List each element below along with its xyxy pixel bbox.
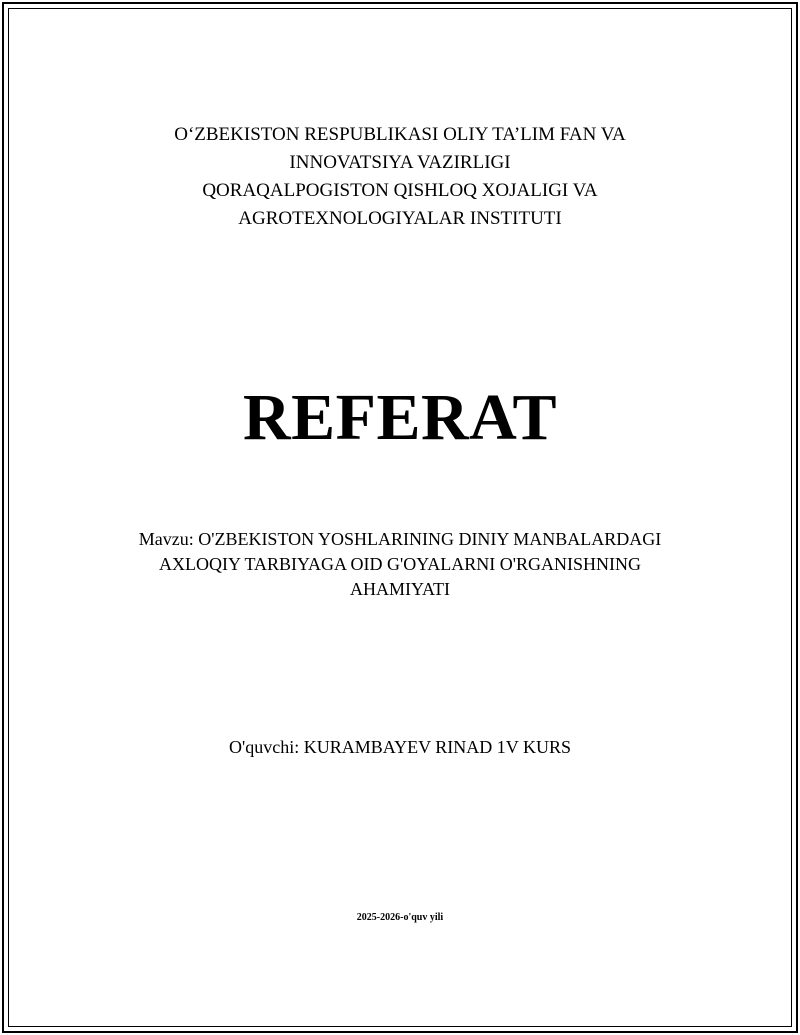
institution-header — [0, 121, 800, 233]
header-line: O‘ZBEKISTON RESPUBLIKASI OLIY TA’LIM FAN VA — [174, 124, 626, 145]
header-line: INNOVATSIYA VAZIRLIGI — [289, 152, 511, 173]
academic-year: 2025-2026-o'quv yili — [356, 912, 444, 923]
topic-block — [0, 527, 800, 602]
header-line: AGROTEXNOLOGIYALAR INSTITUTI — [238, 208, 562, 229]
document-title: REFERAT — [243, 381, 557, 454]
topic-line: AXLOQIY TARBIYAGA OID G'OYALARNI O'RGANISHNING — [158, 554, 642, 574]
header-line: QORAQALPOGISTON QISHLOQ XOJALIGI VA — [202, 180, 598, 201]
student-info: O'quvchi: KURAMBAYEV RINAD 1V KURS — [229, 737, 571, 757]
topic-line: AHAMIYATI — [350, 579, 450, 599]
topic-line: Mavzu: O'ZBEKISTON YOSHLARINING DINIY MANBALARDAGI — [138, 529, 662, 549]
